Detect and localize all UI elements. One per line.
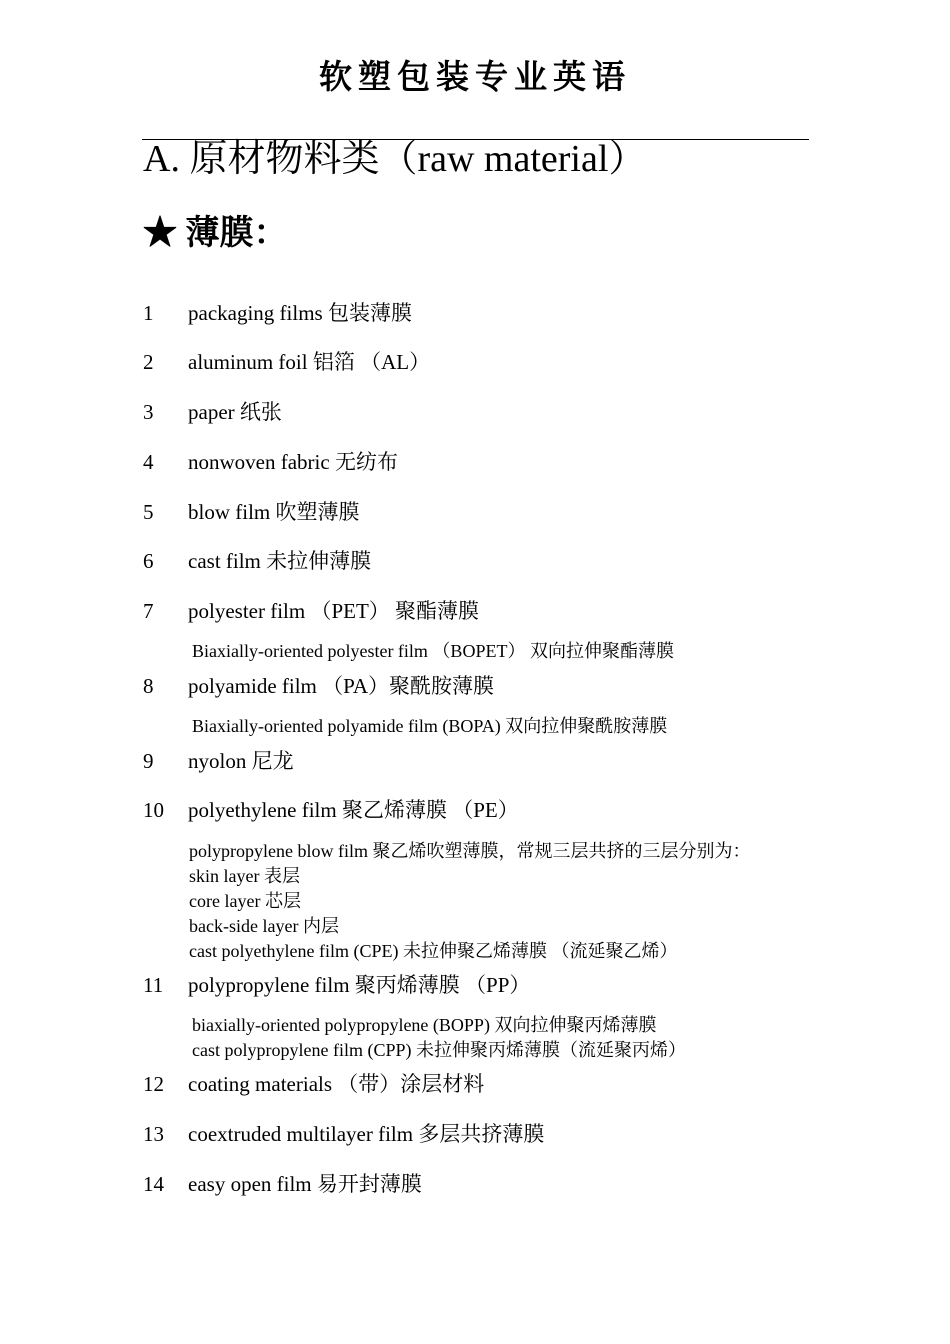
note-pe-blow: polypropylene blow film 聚乙烯吹塑薄膜，常规三层共挤的三层分别为： xyxy=(189,841,751,861)
item-number: 2 xyxy=(143,350,154,374)
item-number: 4 xyxy=(143,450,154,474)
sub-heading: ★ 薄膜： xyxy=(143,215,288,252)
item-text: paper 纸张 xyxy=(188,400,282,424)
note-skin-layer: skin layer 表层 xyxy=(189,866,300,886)
item-number: 10 xyxy=(143,798,164,822)
item-number: 7 xyxy=(143,599,154,623)
note-cpp: cast polypropylene film (CPP) 未拉伸聚丙烯薄膜（流延聚丙烯） xyxy=(192,1040,686,1060)
item-number: 8 xyxy=(143,674,154,698)
item-number: 3 xyxy=(143,400,154,424)
note-bopa: Biaxially-oriented polyamide film (BOPA) 双向拉伸聚酰胺薄膜 xyxy=(192,716,668,736)
item-text: polyamide film （PA）聚酰胺薄膜 xyxy=(188,674,495,698)
item-text: packaging films 包装薄膜 xyxy=(188,301,412,325)
item-number: 1 xyxy=(143,301,154,325)
item-number: 6 xyxy=(143,549,154,573)
item-number: 12 xyxy=(143,1072,164,1096)
item-text: aluminum foil 铝箔 （AL） xyxy=(188,350,431,374)
item-text: polypropylene film 聚丙烯薄膜 （PP） xyxy=(188,973,531,997)
note-bopet: Biaxially-oriented polyester film （BOPET） 双向拉伸聚酯薄膜 xyxy=(192,641,674,661)
item-number: 14 xyxy=(143,1172,164,1196)
item-text: nonwoven fabric 无纺布 xyxy=(188,450,398,474)
item-text: coextruded multilayer film 多层共挤薄膜 xyxy=(188,1122,545,1146)
item-text: easy open film 易开封薄膜 xyxy=(188,1172,422,1196)
section-heading: A. 原材物料类（raw material） xyxy=(143,138,647,180)
note-bopp: biaxially-oriented polypropylene (BOPP) 双向拉伸聚丙烯薄膜 xyxy=(192,1015,657,1035)
item-number: 11 xyxy=(143,973,164,997)
item-text: polyethylene film 聚乙烯薄膜 （PE） xyxy=(188,798,519,822)
note-back-layer: back-side layer 内层 xyxy=(189,916,339,936)
note-cpe: cast polyethylene film (CPE) 未拉伸聚乙烯薄膜 （流延聚乙烯） xyxy=(189,941,678,961)
item-number: 9 xyxy=(143,749,154,773)
item-number: 5 xyxy=(143,500,154,524)
item-text: blow film 吹塑薄膜 xyxy=(188,500,360,524)
note-core-layer: core layer 芯层 xyxy=(189,891,301,911)
item-text: nyolon 尼龙 xyxy=(188,749,294,773)
item-text: cast film 未拉伸薄膜 xyxy=(188,549,372,573)
item-text: polyester film （PET） 聚酯薄膜 xyxy=(188,599,480,623)
item-number: 13 xyxy=(143,1122,164,1146)
document-title: 软塑包装专业英语 xyxy=(319,57,631,96)
item-text: coating materials （带）涂层材料 xyxy=(188,1072,485,1096)
